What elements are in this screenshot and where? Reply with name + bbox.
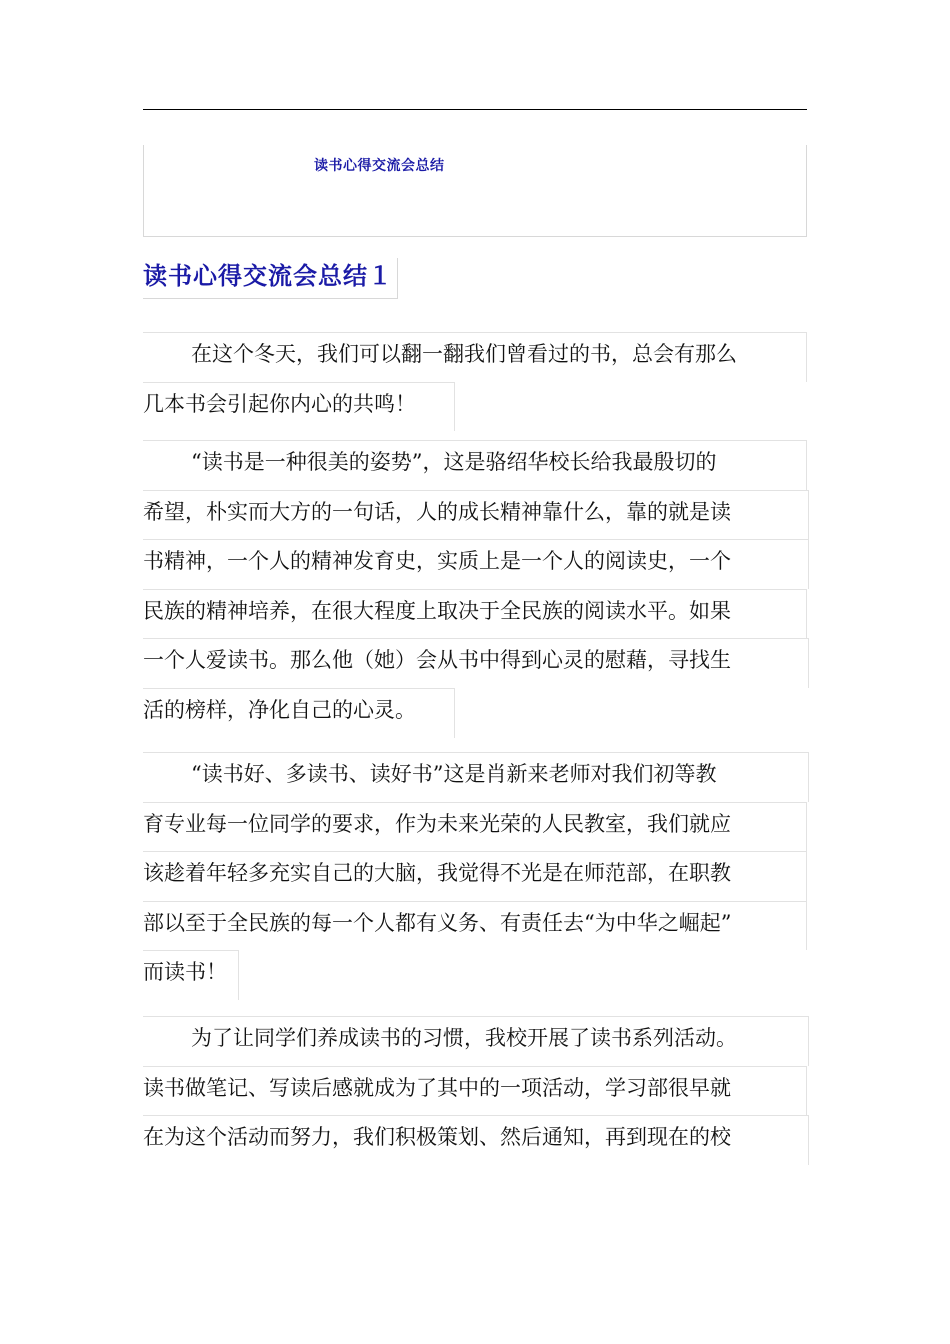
paragraph-line: 在为这个活动而努力，我们积极策划、然后通知，再到现在的校 — [143, 1115, 809, 1165]
section-title: 读书心得交流会总结１ — [143, 258, 398, 299]
paragraph-line: 在这个冬天，我们可以翻一翻我们曾看过的书，总会有那么 — [143, 332, 807, 382]
paragraph-line: 为了让同学们养成读书的习惯，我校开展了读书系列活动。 — [143, 1016, 809, 1066]
paragraph-2 — [143, 440, 809, 738]
paragraph-line: 读书做笔记、写读后感就成为了其中的一项活动，学习部很早就 — [143, 1066, 807, 1116]
paragraph-line: “读书是一种很美的姿势”，这是骆绍华校长给我最殷切的 — [143, 440, 807, 490]
paragraph-line: 书精神，一个人的精神发育史，实质上是一个人的阅读史，一个 — [143, 539, 809, 589]
paragraph-line: 而读书！ — [143, 950, 239, 1000]
header-box — [143, 145, 807, 237]
top-rule — [143, 109, 807, 110]
header-title: 读书心得交流会总结 — [314, 158, 445, 174]
paragraph-line: 一个人爱读书。那么他（她）会从书中得到心灵的慰藉，寻找生 — [143, 638, 809, 688]
paragraph-line: 几本书会引起你内心的共鸣！ — [143, 382, 455, 432]
paragraph-line: 该趁着年轻多充实自己的大脑，我觉得不光是在师范部，在职教 — [143, 851, 807, 901]
paragraph-line: 育专业每一位同学的要求，作为未来光荣的人民教室，我们就应 — [143, 802, 807, 852]
paragraph-line: 民族的精神培养，在很大程度上取决于全民族的阅读水平。如果 — [143, 589, 807, 639]
paragraph-1 — [143, 332, 809, 431]
paragraph-4 — [143, 1016, 809, 1165]
paragraph-3 — [143, 752, 809, 1000]
paragraph-line: “读书好、多读书、读好书”这是肖新来老师对我们初等教 — [143, 752, 809, 802]
paragraph-line: 部以至于全民族的每一个人都有义务、有责任去“为中华之崛起” — [143, 901, 807, 951]
paragraph-line: 希望，朴实而大方的一句话，人的成长精神靠什么，靠的就是读 — [143, 490, 809, 540]
paragraph-line: 活的榜样，净化自己的心灵。 — [143, 688, 455, 738]
